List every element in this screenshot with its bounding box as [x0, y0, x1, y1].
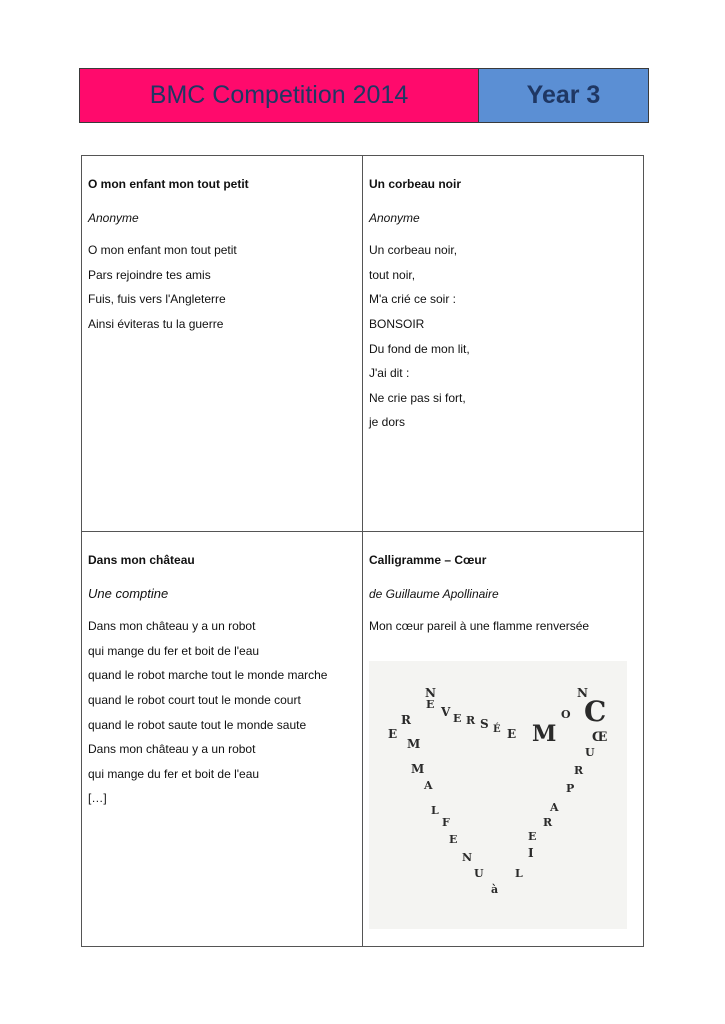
poem-line: […]	[88, 791, 107, 806]
calligram-letter: O	[561, 707, 571, 721]
calligram-letter: V	[441, 704, 451, 719]
poem-line: Ainsi éviteras tu la guerre	[88, 316, 224, 331]
poem-line: je dors	[369, 415, 406, 430]
poem-author: de Guillaume Apollinaire	[369, 586, 499, 601]
poem-line: BONSOIR	[369, 316, 425, 331]
poem-line: qui mange du fer et boit de l'eau	[88, 643, 260, 658]
poem-line: Fuis, fuis vers l'Angleterre	[88, 292, 226, 307]
calligram-letter: M	[411, 761, 425, 776]
poem-title: Dans mon château	[88, 553, 195, 567]
calligram-letter: N	[462, 850, 473, 864]
poem-author: Anonyme	[88, 210, 139, 225]
poem-line: Du fond de mon lit,	[369, 341, 470, 356]
poem-title: O mon enfant mon tout petit	[88, 177, 249, 191]
calligram-letter: N	[425, 685, 436, 700]
competition-title: BMC Competition 2014	[80, 69, 479, 122]
poem-lines	[369, 238, 637, 435]
poem-line: quand le robot court tout le monde court	[88, 692, 301, 707]
poem-title: Calligramme – Cœur	[369, 553, 487, 567]
poem-line: J'ai dit :	[369, 366, 410, 381]
calligram-heart-image	[369, 661, 627, 929]
poem-lines	[88, 614, 356, 811]
calligram-letter: I	[528, 845, 534, 860]
calligram-letter: R	[466, 713, 476, 727]
calligram-letter: E	[449, 832, 458, 846]
poem-author: Une comptine	[88, 585, 169, 601]
calligram-letter: R	[543, 815, 553, 829]
poem-line: qui mange du fer et boit de l'eau	[88, 766, 260, 781]
poem-line: Mon cœur pareil à une flamme renversée	[369, 619, 590, 634]
poem-line: Pars rejoindre tes amis	[88, 267, 211, 282]
calligram-letter: C	[584, 694, 607, 728]
calligram-letter: R	[401, 712, 411, 727]
poem-title: Un corbeau noir	[369, 177, 462, 191]
poem-line: M'a crié ce soir :	[369, 292, 456, 307]
calligram-letter: P	[566, 781, 575, 795]
calligram-letter: F	[442, 815, 450, 829]
year-label: Year 3	[479, 69, 648, 122]
calligram-letter: A	[550, 800, 559, 814]
calligram-letter: E	[388, 726, 398, 741]
poem-line: O mon enfant mon tout petit	[88, 243, 237, 258]
calligram-letter: U	[585, 745, 595, 759]
calligram-letter: S	[480, 716, 489, 731]
header-banner	[79, 68, 649, 123]
calligram-letter: M	[532, 720, 557, 747]
poem-cell-3	[82, 532, 363, 946]
calligram-letter: L	[515, 866, 523, 880]
poem-author: Anonyme	[369, 210, 420, 225]
poems-table	[81, 155, 644, 947]
poem-line: Ne crie pas si fort,	[369, 390, 466, 405]
calligram-letter: É	[493, 723, 501, 735]
calligram-letter: L	[431, 803, 439, 817]
calligram-letter: A	[424, 778, 433, 792]
calligram-letter: Œ	[592, 729, 608, 745]
poem-cell-4	[363, 532, 643, 946]
calligram-letter: E	[426, 697, 435, 711]
poem-line: tout noir,	[369, 267, 416, 282]
poem-lines	[88, 238, 356, 336]
calligram-letter: U	[474, 866, 484, 880]
poem-cell-2	[363, 156, 643, 532]
poem-line: quand le robot marche tout le monde marche	[88, 668, 328, 683]
poem-line: Dans mon château y a un robot	[88, 619, 256, 634]
calligram-letter: E	[453, 711, 462, 725]
poem-line: Un corbeau noir,	[369, 243, 458, 258]
calligram-letter: N	[577, 685, 588, 700]
poem-line: quand le robot saute tout le monde saute	[88, 717, 307, 732]
calligram-letter: à	[491, 882, 499, 896]
calligram-letters	[369, 661, 627, 929]
poem-cell-1	[82, 156, 363, 532]
calligram-letter: M	[407, 736, 421, 751]
calligram-letter: R	[574, 763, 584, 777]
poem-line: Dans mon château y a un robot	[88, 742, 256, 757]
calligram-letter: E	[528, 829, 537, 843]
calligram-letter: E	[507, 726, 517, 741]
